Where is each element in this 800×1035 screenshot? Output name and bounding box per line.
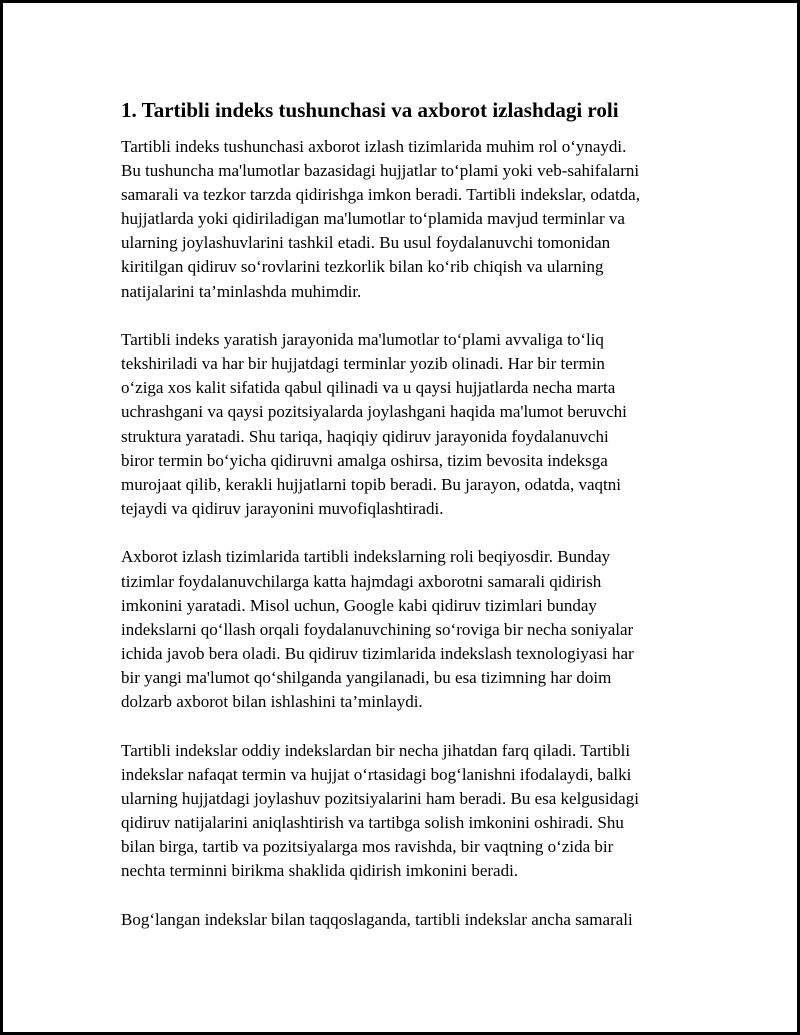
text-line: natijalarini ta’minlashda muhimdir. (121, 281, 362, 301)
text-line: kiritilgan qidiruv so‘rovlarini tezkorlik bilan ko‘rib chiqish va ularning (121, 257, 604, 277)
text-line: murojaat qilib, kerakli hujjatlarni topib beradi. Bu jarayon, odatda, vaqtni (121, 474, 621, 494)
paragraph-2 (121, 328, 701, 521)
text-line: nechta terminni birikma shaklida qidirish imkonini beradi. (121, 861, 519, 881)
text-line: Bu tushuncha ma'lumotlar bazasidagi hujjatlar to‘plami yoki veb-sahifalarni (121, 161, 640, 181)
text-line: Tartibli indekslar oddiy indekslardan bir necha jihatdan farq qiladi. Tartibli (121, 740, 631, 760)
text-line: o‘ziga xos kalit sifatida qabul qilinadi va u qaysi hujjatlarda necha marta (121, 378, 616, 398)
text-line: samarali va tezkor tarzda qidirishga imkon beradi. Tartibli indekslar, odatda, (121, 185, 640, 205)
text-line: ularning joylashuvlarini tashkil etadi. Bu usul foydalanuvchi tomonidan (121, 233, 611, 253)
text-line: Tartibli indeks tushunchasi axborot izlash tizimlarida muhim rol o‘ynaydi. (121, 137, 627, 156)
text-line: uchrashgani va qaysi pozitsiyalarda joylashgani haqida ma'lumot beruvchi (121, 402, 627, 422)
text-line: tejaydi va qidiruv jarayonini muvofiqlashtiradi. (121, 498, 444, 518)
text-line: imkonini yaratadi. Misol uchun, Google kabi qidiruv tizimlari bunday (121, 595, 597, 615)
text-line: dolzarb axborot bilan ishlashini ta’minlaydi. (121, 691, 423, 711)
paragraph-5 (121, 908, 701, 932)
text-line: biror termin bo‘yicha qidiruvni amalga oshirsa, tizim bevosita indeksga (121, 450, 608, 470)
text-line: Tartibli indeks yaratish jarayonida ma'lumotlar to‘plami avvaliga to‘liq (121, 330, 604, 350)
text-line: ularning hujjatdagi joylashuv pozitsiyalarini ham beradi. Bu esa kelgusidagi (121, 788, 639, 808)
text-line: bir yangi ma'lumot qo‘shilganda yangilanadi, bu esa tizimning har doim (121, 667, 612, 687)
paragraph-1 (121, 135, 701, 304)
paragraph-3 (121, 545, 701, 714)
paragraph-4 (121, 739, 701, 884)
text-line: hujjatlarda yoki qidiriladigan ma'lumotlar to‘plamida mavjud terminlar va (121, 209, 625, 229)
document-body (121, 97, 701, 956)
text-line: indekslar nafaqat termin va hujjat o‘rtasidagi bog‘lanishni ifodalaydi, balki (121, 764, 632, 784)
text-line: tizimlar foydalanuvchilarga katta hajmdagi axborotni samarali qidirish (121, 571, 602, 591)
section-heading: 1. Tartibli indeks tushunchasi va axborot izlashdagi roli (121, 98, 619, 122)
text-line: Bog‘langan indekslar bilan taqqoslaganda, tartibli indekslar ancha samarali (121, 909, 633, 929)
text-line: tekshiriladi va har bir hujjatdagi terminlar yozib olinadi. Har bir termin (121, 354, 605, 374)
text-line: struktura yaratadi. Shu tariqa, haqiqiy qidiruv jarayonida foydalanuvchi (121, 426, 609, 446)
text-line: ichida javob bera oladi. Bu qidiruv tizimlarida indekslash texnologiyasi har (121, 643, 634, 663)
text-line: indekslarni qo‘llash orqali foydalanuvchining so‘roviga bir necha soniyalar (121, 619, 634, 639)
text-line: Axborot izlash tizimlarida tartibli indekslarning roli beqiyosdir. Bunday (121, 547, 611, 567)
text-line: bilan birga, tartib va pozitsiyalarga mos ravishda, bir vaqtning o‘zida bir (121, 836, 614, 856)
text-line: qidiruv natijalarini aniqlashtirish va tartibga solish imkonini oshiradi. Shu (121, 812, 624, 832)
